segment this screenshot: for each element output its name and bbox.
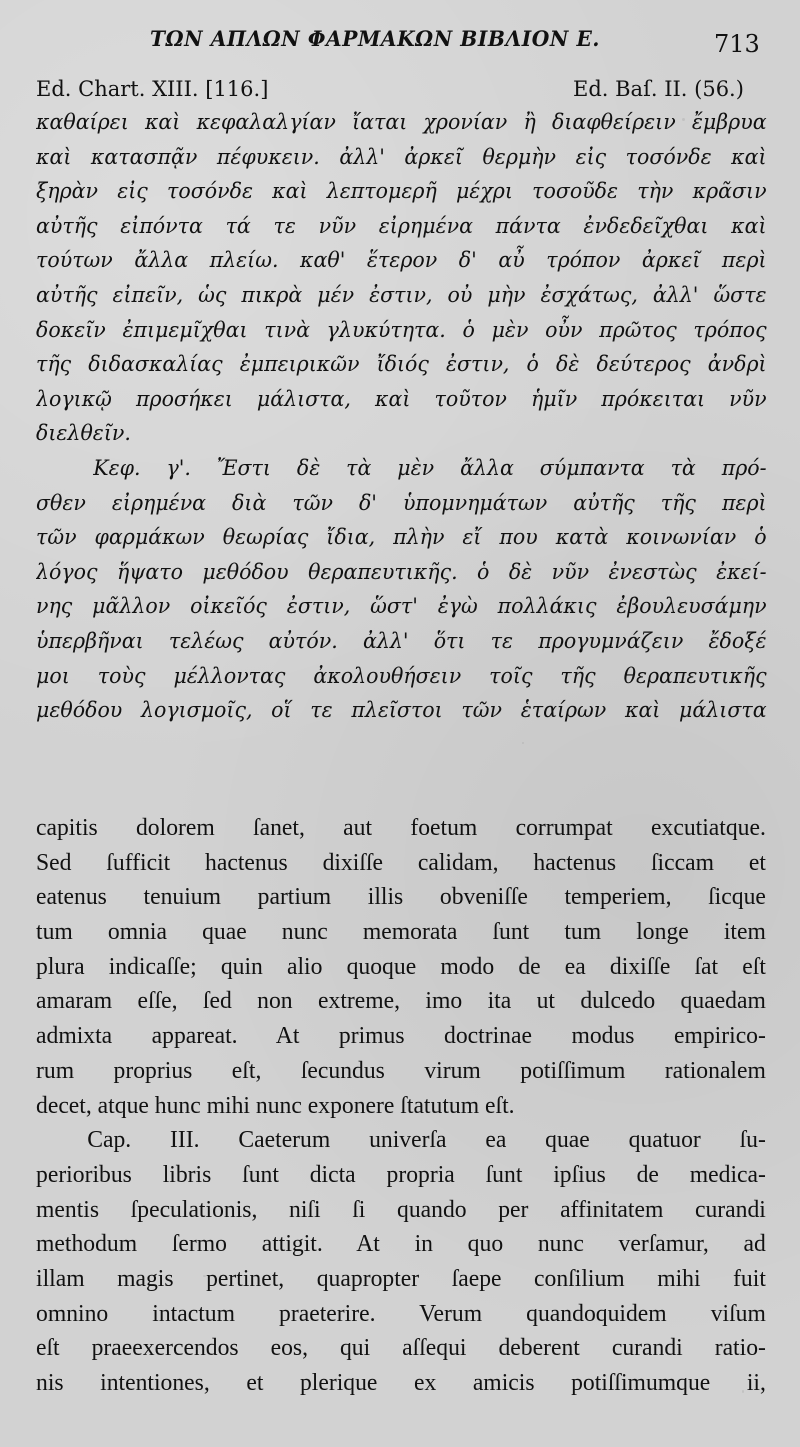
paper-speck [203,1275,206,1277]
latin-text-line: amaram eſſe, ſed non extreme, imo ita ut dulcedo quaedam [36,988,766,1015]
latin-text-line: mentis ſpeculationis, niſi ſi quando per affinitatem curandi [36,1196,766,1223]
greek-text-line: ὑπερβῆναι τελέως αὐτόν. ἀλλ' ὅτι τε προγυμνάζειν ἔδοξέ [36,628,767,654]
greek-text-line: καθαίρει καὶ κεφαλαλγίαν ἴαται χρονίαν ἢ διαφθείρειν ἔμβρυα [36,110,767,135]
latin-text-block [36,811,766,1401]
latin-text-line: Sed ſufficit hactenus dixiſſe calidam, hactenus ſiccam et [36,849,766,876]
greek-text-line: αὐτῆς εἰπεῖν, ὡς πικρὰ μέν ἐστιν, οὐ μὴν ἐσχάτως, ἀλλ' ὥστε [36,282,767,308]
latin-chapter-line: Cap. III. Caeterum univerſa ea quae quatuor ſu- [87,1127,766,1154]
latin-text-line: decet, atque hunc mihi nunc exponere ſtatutum eſt. [36,1092,515,1119]
greek-text-line: λογικῷ προσήκει μάλιστα, καὶ τοῦτον ἡμῖν πρόκειται νῦν [36,386,767,412]
latin-text-line: methodum ſermo attigit. At in quo nunc verſamur, ad [36,1231,766,1258]
greek-text-line: λόγος ἥψατο μεθόδου θεραπευτικῆς. ὁ δὲ νῦν ἐνεστὼς ἐκεί- [36,559,767,585]
paper-speck [522,742,524,744]
latin-text-line: rum proprius eſt, ſecundus virum potiſſimum rationalem [36,1057,766,1084]
greek-text-line: τῶν φαρμάκων θεωρίας ἴδια, πλὴν εἴ που κατὰ κοινωνίαν ὁ [36,525,767,551]
latin-text-line: nis intentiones, et plerique ex amicis potiſſimumque ii, [36,1370,766,1396]
latin-text-line: plura indicaſſe; quin alio quoque modo de ea dixiſſe ſat eſt [36,953,766,980]
basel-edition-reference: Ed. Baſ. II. (56.) [573,77,744,101]
greek-text-line: ξηρὰν εἰς τοσόνδε καὶ λεπτομερῆ μέχρι τοσοῦδε τὴν κρᾶσιν [36,179,767,205]
latin-text-line: perioribus libris ſunt dicta propria ſunt ipſius de medica- [36,1161,766,1188]
chartier-edition-reference: Ed. Chart. XIII. [116.] [36,77,269,101]
greek-text-line: σθεν εἰρημένα διὰ τῶν δ' ὑπομνημάτων αὐτῆς τῆς περὶ [36,490,767,516]
paper-speck [682,118,685,121]
latin-text-line: eſt praeexercendos eos, qui aſſequi deberent curandi ratio- [36,1335,766,1362]
greek-text-line: αὐτῆς εἰπόντα τά τε νῦν εἰρημένα πάντα ἐνδεδεῖχθαι καὶ [36,213,767,239]
greek-text-line: δοκεῖν ἐπιμεμῖχθαι τινὰ γλυκύτητα. ὁ μὲν οὖν πρῶτος τρόπος [36,317,767,343]
greek-text-line: διελθεῖν. [36,421,131,447]
greek-text-line: νης μᾶλλον οἰκεῖός ἐστιν, ὥστ' ἐγὼ πολλάκις ἐβουλευσάμην [36,594,767,620]
greek-text-block [36,106,766,729]
latin-text-line: capitis dolorem ſanet, aut foetum corrumpat excutiatque. [36,815,766,841]
paper-speck [742,1390,744,1393]
running-head: ΤΩΝ ΑΠΛΩΝ ΦΑΡΜΑΚΩΝ ΒΙΒΛΙΟΝ Ε. [150,26,601,51]
greek-text-line: τῆς διδασκαλίας ἐμπειρικῶν ἴδιός ἐστιν, ὁ δὲ δεύτερος ἀνδρὶ [36,352,767,378]
greek-text-line: καὶ κατασπᾷν πέφυκειν. ἀλλ' ἀρκεῖ θερμὴν εἰς τοσόνδε καὶ [36,144,767,170]
latin-text-line: illam magis pertinet, quapropter ſaepe conſilium mihi fuit [36,1265,766,1292]
latin-text-line: tum omnia quae nunc memorata ſunt tum longe item [36,919,766,946]
latin-text-line: admixta appareat. At primus doctrinae modus empirico- [36,1023,766,1050]
latin-text-line: eatenus tenuium partium illis obveniſſe temperiem, ſicque [36,884,766,911]
latin-text-line: omnino intactum praeterire. Verum quandoquidem viſum [36,1300,766,1327]
greek-text-line: τούτων ἄλλα πλείω. καθ' ἕτερον δ' αὖ τρόπον ἀρκεῖ περὶ [36,248,767,274]
greek-chapter-line: Κεφ. γ'. Ἔστι δὲ τὰ μὲν ἄλλα σύμπαντα τὰ πρό- [93,455,767,481]
page-number: 713 [714,30,760,58]
greek-text-line: μοι τοὺς μέλλοντας ἀκολουθήσειν τοῖς τῆς θεραπευτικῆς [36,663,767,689]
greek-text-line: μεθόδου λογισμοῖς, οἵ τε πλεῖστοι τῶν ἑταίρων καὶ μάλιστα [36,698,767,724]
